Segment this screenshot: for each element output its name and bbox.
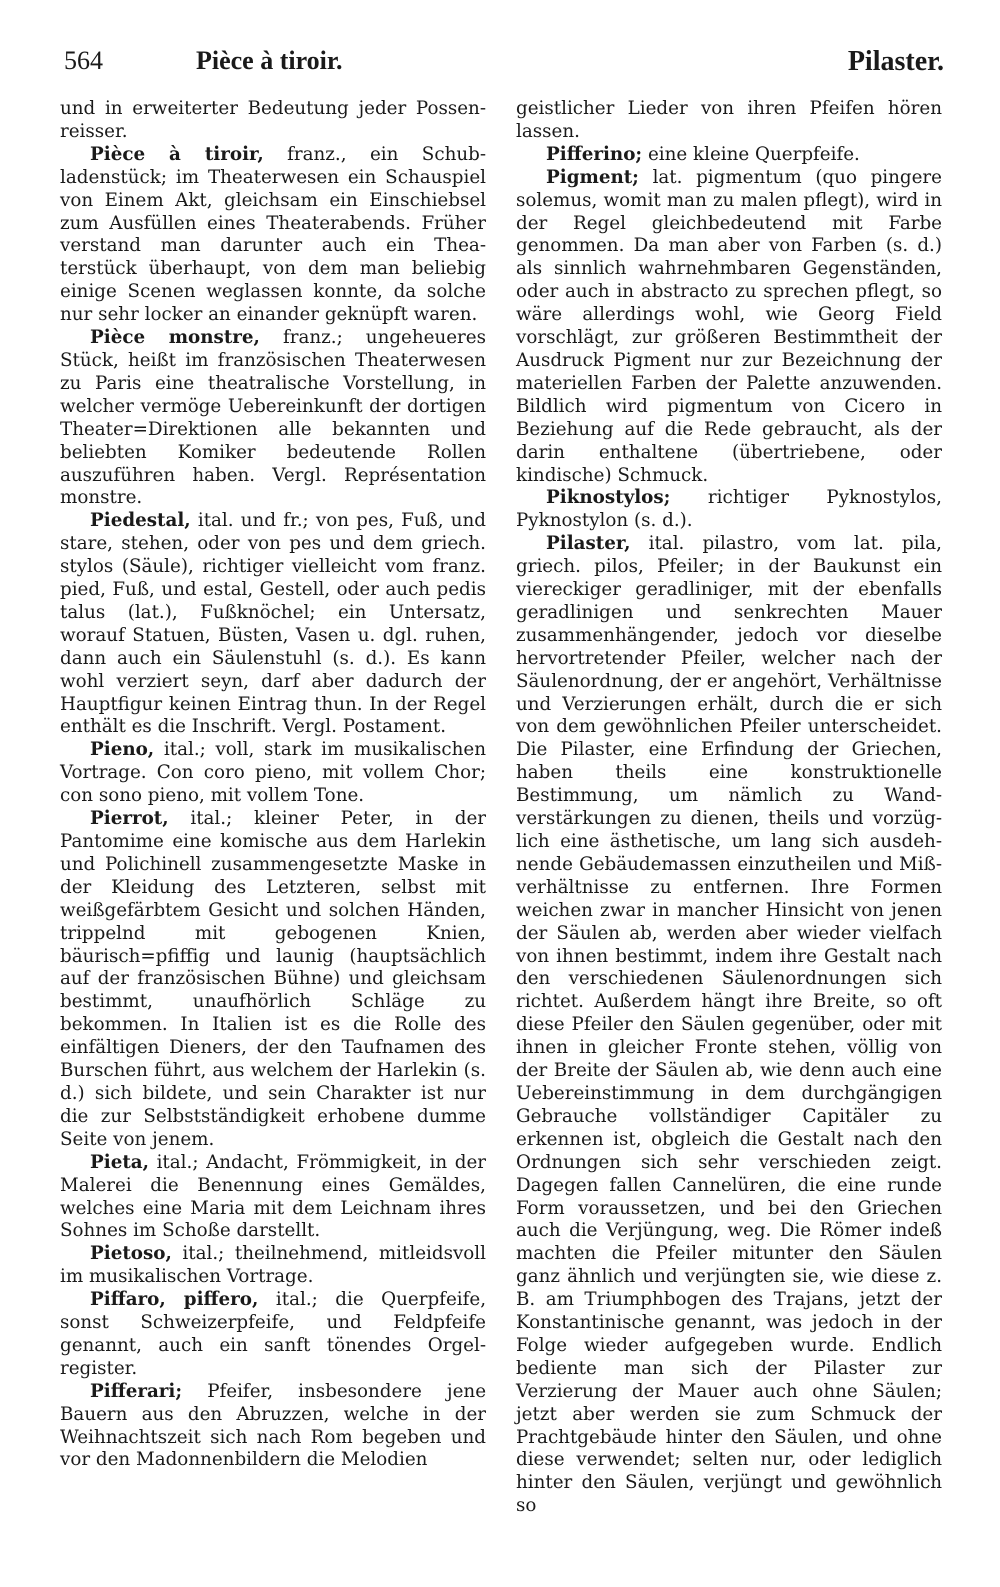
entry-text: und in erweiterter Bedeutung jeder Possenreisser. [60, 98, 486, 142]
entry-continuation [60, 98, 486, 144]
page-number: 564 [64, 46, 103, 75]
entry-pierrot [60, 808, 486, 1152]
entry-piece-a-tiroir [60, 144, 486, 327]
entry-headword: Pièce à tiroir, [90, 143, 264, 165]
entry-piedestal [60, 510, 486, 739]
entry-headword: Pifferino; [546, 143, 643, 165]
entry-headword: Pifferari; [90, 1380, 183, 1402]
entry-pilaster [516, 533, 942, 1518]
entry-pigment [516, 167, 942, 488]
entry-headword: Pilaster, [546, 533, 631, 555]
running-title-right: Pilaster. [847, 46, 944, 77]
entry-text: franz.; ungeheueres Stück, heißt im französischen Theaterwesen zu Paris eine theatralische Vorstellung, in welcher vermöge Uebereinkunft der dortigen Theater=Direktionen alle bekannten und beliebten Komiker bedeutende Rollen auszuführen haben. Vergl. Représentation monstre. [60, 327, 486, 509]
entry-text: Pfeifer, insbesondere jene Bauern aus den Abruzzen, welche in der Weihnachtszeit sich nach Rom begeben und vor den Madonnenbildern die Melodien [60, 1380, 487, 1471]
entry-text: geistlicher Lieder von ihren Pfeifen hören lassen. [516, 98, 942, 142]
entry-continuation [516, 98, 942, 144]
entry-headword: Pieno, [90, 739, 155, 761]
entry-text: ital.; theilnehmend, mitleidsvoll im musikalischen Vortrage. [60, 1243, 486, 1288]
page-header [64, 46, 944, 86]
entry-text: ital.; kleiner Peter, in der Pantomime eine komische aus dem Harlekin und Polichinell zusammengesetzte Maske in der Kleidung des Letzteren, selbst mit weißgefärbtem Gesicht und solchen Händen, trippelnd mit gebogenen Knien, bäurisch=pfiffig und launig (hauptsächlich auf der französischen Bühne) und gleichsam bestimmt, unaufhörlich Schläge zu bekommen. In Italien ist es die Rolle des einfältigen Dieners, der den Taufnamen des Burschen führt, aus welchem der Harlekin (s. d.) sich bildete, und sein Charakter ist nur die zur Selbstständigkeit erhobene dumme Seite von jenem. [60, 808, 487, 1150]
entry-headword: Pierrot, [90, 808, 169, 830]
entry-piffaro [60, 1289, 486, 1381]
entry-pieta [60, 1152, 486, 1244]
entry-text: lat. pigmentum (quo pingere solemus, womit man zu malen pflegt), wird in der Regel gleichbedeutend mit Farbe genommen. Da man aber von Farben (s. d.) als sinnlich wahrnehmbaren Gegenständen, oder auch in abstracto zu sprechen pflegt, so wäre allerdings wohl, wie Georg Field vorschlägt, zur größeren Bestimmtheit der Ausdruck Pigment nur zur Bezeichnung der materiellen Farben der Palette anzuwenden. Bildlich wird pigmentum von Cicero in Beziehung auf die Rede gebraucht, als der darin enthaltene (übertriebene, oder kindische) Schmuck. [516, 166, 942, 486]
entry-text: richtiger Pyknostylos, Pyknostylon (s. d.). [516, 487, 942, 532]
entry-headword: Pigment; [546, 166, 639, 188]
entry-text: ital. und fr.; von pes, Fuß, und stare, stehen, oder von pes und dem griech. stylos (Säule), richtiger vielleicht vom franz. pied, Fuß, und estal, Gestell, oder auch pedis talus (lat.), Fußknöchel; ein Untersatz, worauf Statuen, Büsten, Vasen u. dgl. ruhen, dann auch ein Säulenstuhl (s. d.). Es kann wohl verziert seyn, darf aber dadurch der Hauptfigur keinen Eintrag thun. In der Regel enthält es die Inschrift. Vergl. Postament. [60, 510, 487, 738]
entry-headword: Piedestal, [90, 510, 191, 532]
running-title-left: Pièce à tiroir. [196, 46, 343, 75]
entry-text: ital.; die Querpfeife, sonst Schweizerpfeife, und Feldpfeife genannt, auch ein sanft tönendes Orgelregister. [60, 1289, 487, 1379]
right-column [516, 98, 942, 1518]
entry-piknostylos [516, 487, 942, 533]
entry-pietoso [60, 1243, 486, 1289]
entry-text: ital.; Andacht, Frömmigkeit, in der Malerei die Benennung eines Gemäldes, welches eine Maria mit dem Leichnam ihres Sohnes im Schoße darstellt. [60, 1151, 486, 1242]
entry-pifferari [60, 1381, 486, 1473]
entry-pieno [60, 739, 486, 808]
entry-headword: Pieta, [90, 1151, 149, 1173]
entry-headword: Piffaro, piffero, [90, 1289, 259, 1311]
entry-headword: Piknostylos; [546, 487, 671, 509]
entry-headword: Pièce monstre, [90, 327, 260, 349]
entry-text: franz., ein Schubladenstück; im Theaterwesen ein Schauspiel von Einem Akt, gleichsam ein Einschiebsel zum Ausfüllen eines Theaterabends. Früher verstand man darunter auch ein Theaterstück überhaupt, von dem man beliebig einige Scenen weglassen konnte, da solche nur sehr locker an einander geknüpft waren. [60, 143, 487, 326]
entry-piece-monstre [60, 327, 486, 510]
left-column [60, 98, 486, 1472]
entry-text: eine kleine Querpfeife. [647, 143, 860, 165]
entry-pifferino [516, 144, 942, 167]
entry-text: ital. pilastro, vom lat. pila, griech. pilos, Pfeiler; in der Baukunst ein viereckiger geradliniger, mit der ebenfalls geradlinigen und senkrechten Mauer zusammenhängender, jedoch vor dieselbe hervortretender Pfeiler, welcher nach der Säulenordnung, der er angehört, Verhältnisse und Verzierungen erhält, durch die er sich von dem gewöhnlichen Pfeiler unterscheidet. Die Pilaster, eine Erfindung der Griechen, haben theils eine konstruktionelle Bestimmung, um nämlich zu Wandverstärkungen zu dienen, theils und vorzüglich eine ästhetische, um lang sich ausdehnende Gebäudemassen einzutheilen und Mißverhältnisse zu entfernen. Ihre Formen weichen zwar in mancher Hinsicht von jenen der Säulen ab, werden aber wieder vielfach von ihnen bestimmt, indem ihre Gestalt nach den verschiedenen Säulenordnungen sich richtet. Außerdem hängt ihre Breite, so oft diese Pfeiler den Säulen gegenüber, oder mit ihnen in gleicher Fronte stehen, völlig von der Breite der Säulen ab, wie denn auch eine Uebereinstimmung in dem durchgängigen Gebrauche vollständiger Capitäler zu erkennen ist, obgleich die Gestalt nach den Ordnungen sich sehr verschieden zeigt. Dagegen fallen Cannelüren, die eine runde Form voraussetzen, und bei den Griechen auch die Verjüngung, weg. Die Römer indeß machten die Pfeiler mitunter den Säulen ganz ähnlich und verjüngten sie, wie diese z. B. am Triumphbogen des Trajans, jetzt der Konstantinische genannt, was jedoch in der Folge wieder aufgegeben wurde. Endlich bediente man sich der Pilaster zur Verzierung der Mauer auch ohne Säulen; jetzt aber werden sie zum Schmuck der Prachtgebäude hinter den Säulen, und ohne diese verwendet; selten nur, oder lediglich hinter den Säulen, verjüngt und gewöhnlich so [516, 533, 943, 1517]
entry-text: ital.; voll, stark im musikalischen Vortrage. Con coro pieno, mit vollem Chor; con sono pieno, mit vollem Tone. [60, 739, 487, 807]
entry-headword: Pietoso, [90, 1243, 172, 1265]
